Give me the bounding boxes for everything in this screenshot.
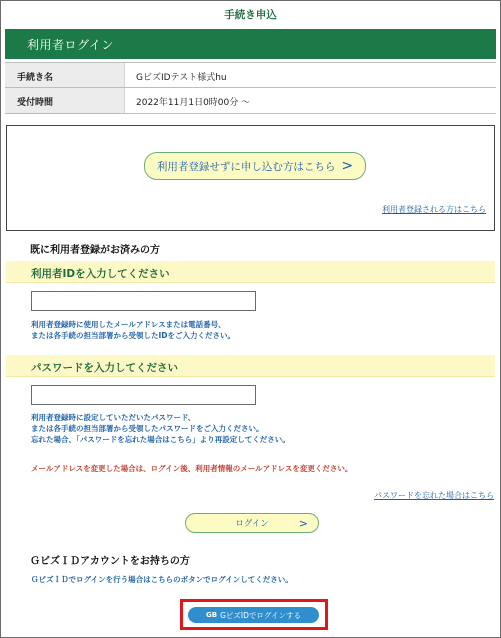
page-title: 手続き申込 xyxy=(224,9,277,21)
login-button-label: ログイン xyxy=(235,519,269,529)
apply-without-registration-label: 利用者登録せずに申し込む方はこちら xyxy=(156,160,336,173)
info-key: 手続き名 xyxy=(5,63,125,87)
gbiz-account-heading: ＧビズＩＤアカウントをお持ちの方 xyxy=(30,556,190,567)
gbiz-login-help: ＧビズＩＤでログインを行う場合はこちらのボタンでログインしてください。 xyxy=(31,575,293,584)
login-button[interactable] xyxy=(185,513,319,533)
gbiz-logo-icon: GB xyxy=(205,611,218,619)
guest-apply-box xyxy=(6,125,495,231)
password-label: パスワードを入力してください xyxy=(31,362,178,374)
forgot-password-link[interactable]: パスワードを忘れた場合はこちら xyxy=(374,491,494,500)
apply-without-registration-button[interactable] xyxy=(144,152,366,180)
register-user-link[interactable]: 利用者登録される方はこちら xyxy=(382,205,486,214)
info-row-procedure-name xyxy=(5,62,496,88)
password-help xyxy=(31,412,290,445)
password-label-band xyxy=(6,355,495,377)
gbiz-login-button[interactable] xyxy=(188,607,319,623)
login-section-title: 利用者ログイン xyxy=(27,38,114,52)
password-help-line: 利用者登録時に設定していただいたパスワード、 xyxy=(31,413,196,422)
email-change-warning: メールアドレスを変更した場合は、ログイン後、利用者情報のメールアドレスを変更ください。 xyxy=(31,464,353,473)
info-value: 2022年11月1日0時00分 ～ xyxy=(136,98,251,108)
info-row-reception-time xyxy=(5,88,496,114)
registered-users-heading: 既に利用者登録がお済みの方 xyxy=(30,245,160,256)
user-id-label: 利用者IDを入力してください xyxy=(31,268,170,280)
chevron-right-icon: > xyxy=(341,158,354,174)
user-id-help-line: 利用者登録時に使用したメールアドレスまたは電話番号、 xyxy=(31,320,226,329)
info-value: GビズIDテスト様式hu xyxy=(136,73,227,83)
password-input[interactable] xyxy=(31,385,256,405)
procedure-info-table xyxy=(5,62,496,114)
gbiz-login-highlight xyxy=(180,599,328,630)
chevron-right-icon: > xyxy=(298,516,308,530)
user-id-label-band xyxy=(6,261,495,283)
user-id-input[interactable] xyxy=(31,291,256,311)
gbiz-login-label: GビズIDでログインする xyxy=(220,610,302,620)
user-id-help xyxy=(31,319,235,341)
login-section-bar xyxy=(5,29,496,59)
password-help-line: 忘れた場合、「パスワードを忘れた場合はこちら」より再設定してください。 xyxy=(31,435,290,444)
user-id-help-line: または各手続の担当部署から受領したIDをご入力ください。 xyxy=(31,331,236,340)
password-help-line: または各手続の担当部署から受領したパスワードをご入力ください。 xyxy=(31,424,264,433)
info-key: 受付時間 xyxy=(5,88,125,113)
